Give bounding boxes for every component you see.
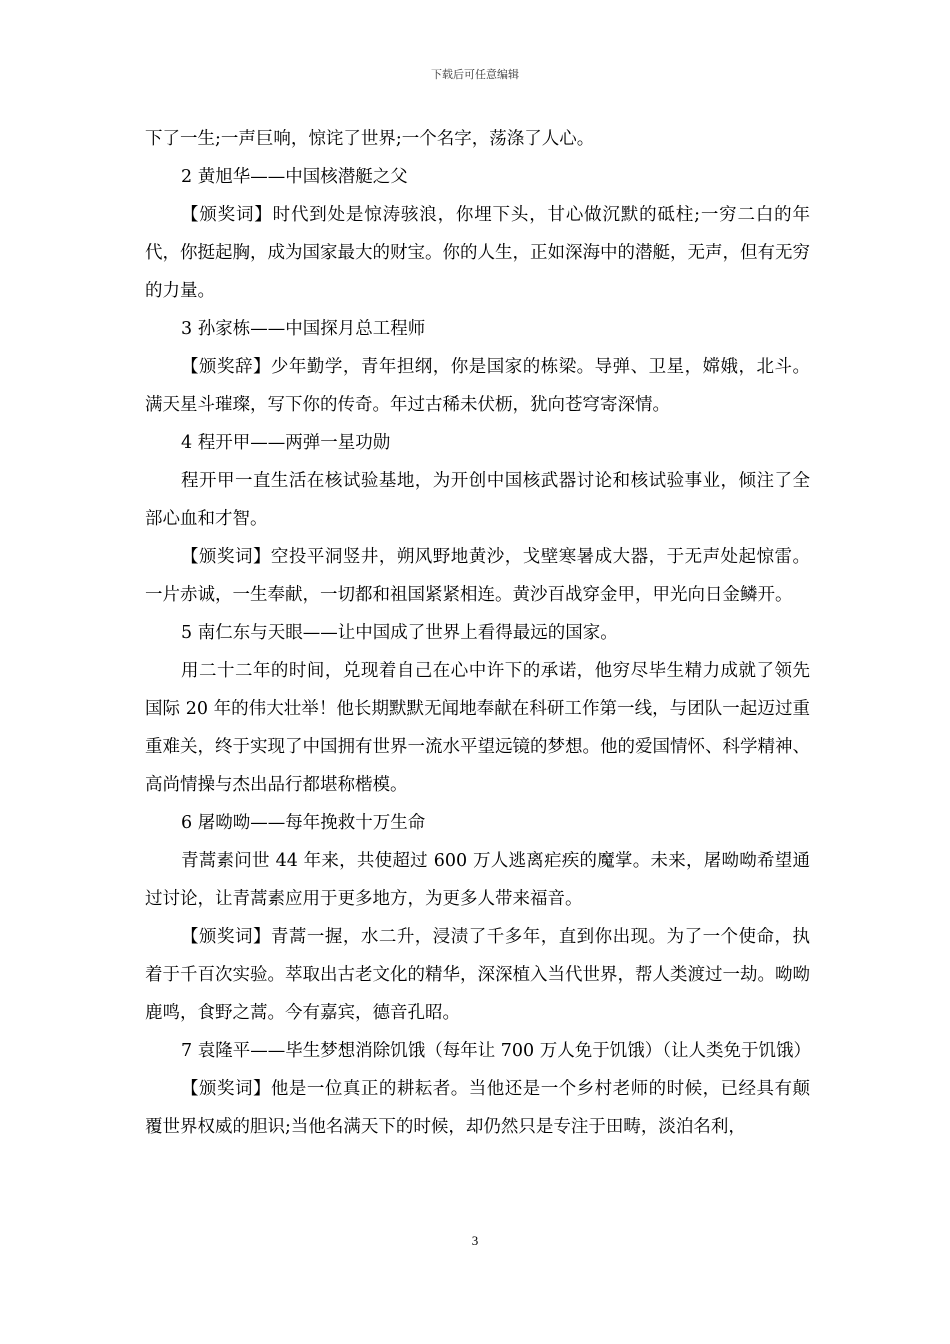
document-body	[145, 120, 810, 1146]
paragraph: 青蒿素问世 44 年来，共使超过 600 万人逃离疟疾的魔掌。未来，屠呦呦希望通过讨论，让青蒿素应用于更多地方，为更多人带来福音。	[145, 851, 810, 909]
paragraph: 下了一生;一声巨响，惊诧了世界;一个名字，荡涤了人心。	[145, 129, 595, 149]
paragraph: 【颁奖词】空投平洞竖井，朔风野地黄沙，戈壁寒暑成大器，于无声处起惊雷。一片赤诚，一生奉献，一切都和祖国紧紧相连。黄沙百战穿金甲，甲光向日金鳞开。	[145, 547, 810, 605]
paragraph: 【颁奖词】时代到处是惊涛骇浪，你埋下头，甘心做沉默的砥柱;一穷二白的年代，你挺起胸，成为国家最大的财宝。你的人生，正如深海中的潜艇，无声，但有无穷的力量。	[145, 205, 810, 301]
section-heading: 2 黄旭华——中国核潜艇之父	[181, 167, 408, 187]
section-heading: 7 袁隆平——毕生梦想消除饥饿（每年让 700 万人免于饥饿）（让人类免于饥饿）	[181, 1041, 811, 1061]
section-heading: 4 程开甲——两弹一星功勋	[181, 433, 391, 453]
page-header: 下载后可任意编辑	[431, 68, 519, 81]
paragraph: 【颁奖词】青蒿一握，水二升，浸渍了千多年，直到你出现。为了一个使命，执着于千百次实验。萃取出古老文化的精华，深深植入当代世界，帮人类渡过一劫。呦呦鹿鸣，食野之蒿。今有嘉宾，德音孔昭。	[145, 927, 810, 1023]
paragraph: 程开甲一直生活在核试验基地，为开创中国核武器讨论和核试验事业，倾注了全部心血和才智。	[145, 471, 810, 529]
section-heading: 6 屠呦呦——每年挽救十万生命	[181, 813, 426, 833]
paragraph: 【颁奖词】他是一位真正的耕耘者。当他还是一个乡村老师的时候，已经具有颠覆世界权威的胆识;当他名满天下的时候，却仍然只是专注于田畴，淡泊名利，	[145, 1079, 810, 1137]
paragraph: 用二十二年的时间，兑现着自己在心中许下的承诺，他穷尽毕生精力成就了领先国际 20 年的伟大壮举！他长期默默无闻地奉献在科研工作第一线，与团队一起迈过重重难关，终于实现了中国拥有世界一流水平望远镜的梦想。他的爱国情怀、科学精神、高尚情操与杰出品行都堪称楷模。	[145, 661, 810, 795]
page-number: 3	[471, 1233, 479, 1248]
section-heading: 5 南仁东与天眼——让中国成了世界上看得最远的国家。	[181, 623, 618, 643]
section-heading: 3 孙家栋——中国探月总工程师	[181, 319, 426, 339]
paragraph: 【颁奖辞】少年勤学，青年担纲，你是国家的栋梁。导弹、卫星，嫦娥，北斗。满天星斗璀璨，写下你的传奇。年过古稀未伏枥，犹向苍穹寄深情。	[145, 357, 810, 415]
